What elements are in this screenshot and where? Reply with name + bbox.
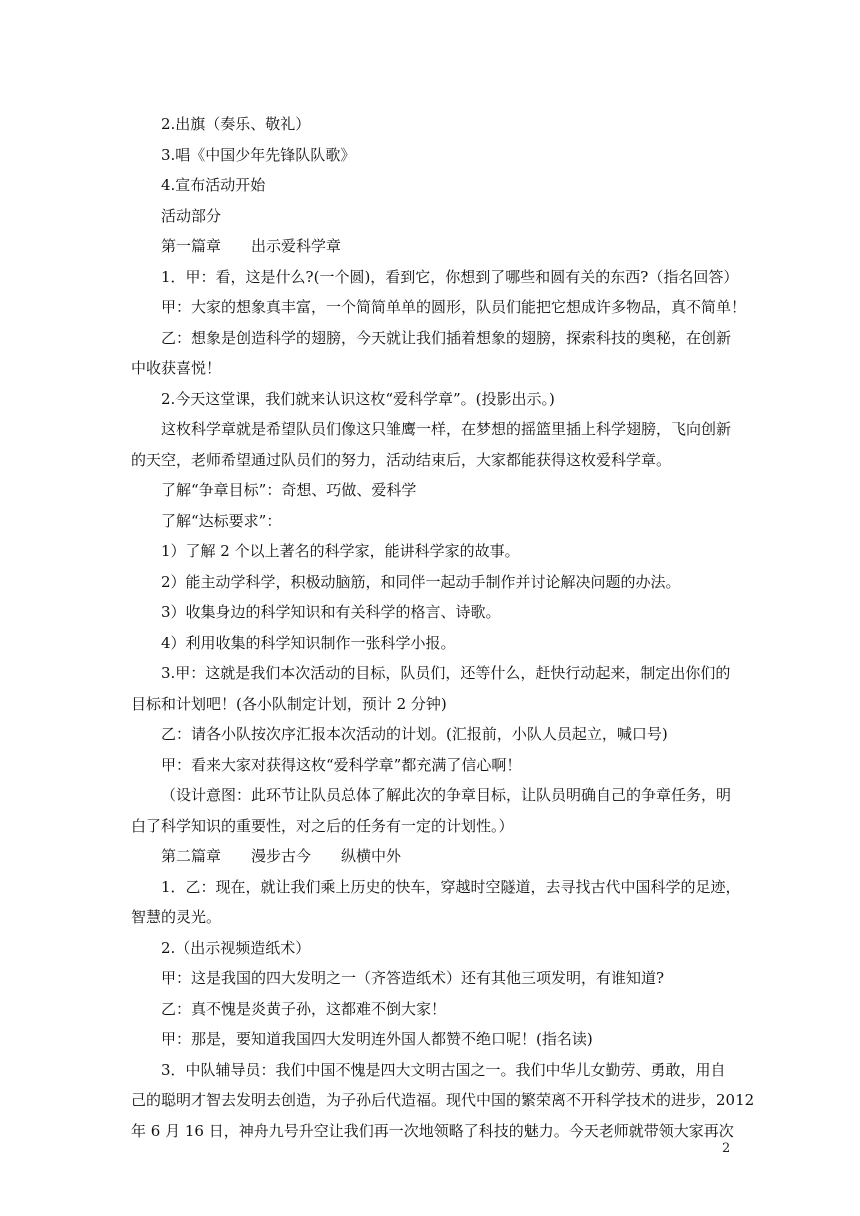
text-line: 甲：那是，要知道我国四大发明连外国人都赞不绝口呢！(指名读)	[161, 1030, 593, 1048]
text-line: 3．中队辅导员：我们中国不愧是四大文明古国之一。我们中华儿女勤劳、勇敢，用自	[161, 1060, 726, 1079]
text-line: 4.宣布活动开始	[161, 176, 266, 194]
text-line: 乙：想象是创造科学的翅膀，今天就让我们插着想象的翅膀，探索科技的奥秘，在创新	[161, 328, 732, 347]
text-line: 智慧的灵光。	[131, 908, 222, 926]
text-line: 乙：真不愧是炎黄子孙，这都难不倒大家！	[161, 999, 447, 1018]
text-line: 1）了解 2 个以上著名的科学家，能讲科学家的故事。	[161, 542, 520, 560]
text-line: 年 6 月 16 日，神舟九号升空让我们再一次地领略了科技的魅力。今天老师就带领大家再次	[131, 1121, 734, 1140]
text-line: 的天空，老师希望通过队员们的努力，活动结束后，大家都能获得这枚爱科学章。	[131, 450, 672, 469]
text-line: 2.今天这堂课，我们就来认识这枚“爱科学章”。(投影出示。)	[161, 389, 555, 408]
text-line: 目标和计划吧！(各小队制定计划，预计 2 分钟)	[131, 694, 447, 713]
text-line: 了解“争章目标”：奇想、巧做、爱科学	[161, 481, 417, 499]
page-number: 2	[722, 1141, 731, 1156]
text-line: 己的聪明才智去发明去创造，为子孙后代造福。现代中国的繁荣离不开科学技术的进步，2012	[131, 1091, 755, 1109]
text-line: 1．甲：看，这是什么?(一个圆)，看到它，你想到了哪些和圆有关的东西?（指名回答）	[161, 267, 739, 286]
text-line: 3.甲：这就是我们本次活动的目标，队员们，还等什么，赶快行动起来，制定出你们的	[161, 664, 731, 682]
text-line: 甲：这是我国的四大发明之一（齐答造纸术）还有其他三项发明，有谁知道?	[161, 969, 665, 987]
section-heading: 第一篇章 出示爱科学章	[161, 237, 342, 255]
text-line: 中收获喜悦！	[131, 359, 222, 377]
text-line: 2.（出示视频造纸术）	[161, 938, 311, 957]
text-line: 3.唱《中国少年先锋队队歌》	[161, 145, 356, 164]
section-heading: 第二篇章 漫步古今 纵横中外	[161, 847, 402, 865]
text-line: 甲：看来大家对获得这枚“爱科学章”都充满了信心啊！	[161, 755, 522, 774]
text-line: 白了科学知识的重要性，对之后的任务有一定的计划性。）	[131, 816, 514, 835]
text-line: 4）利用收集的科学知识制作一张科学小报。	[161, 633, 456, 652]
text-line: （设计意图：此环节让队员总体了解此次的争章目标，让队员明确自己的争章任务，明	[161, 786, 732, 804]
text-line: 1．乙：现在，就让我们乘上历史的快车，穿越时空隧道，去寻找古代中国科学的足迹，	[161, 877, 741, 896]
text-line: 乙：请各小队按次序汇报本次活动的计划。(汇报前，小队人员起立，喊口号)	[161, 725, 668, 743]
text-line: 3）收集身边的科学知识和有关科学的格言、诗歌。	[161, 603, 501, 621]
text-line: 2.出旗（奏乐、敬礼）	[161, 115, 311, 133]
text-line: 2）能主动学科学，积极动脑筋，和同伴一起动手制作并讨论解决问题的办法。	[161, 572, 681, 591]
text-line: 甲：大家的想象真丰富，一个简简单单的圆形，队员们能把它想成许多物品，真不简单！	[161, 298, 747, 316]
text-line: 活动部分	[161, 206, 222, 225]
text-line: 这枚科学章就是希望队员们像这只雏鹰一样，在梦想的摇篮里插上科学翅膀，飞向创新	[161, 420, 732, 438]
document-body	[131, 109, 755, 1146]
text-line: 了解“达标要求”：	[161, 511, 282, 530]
